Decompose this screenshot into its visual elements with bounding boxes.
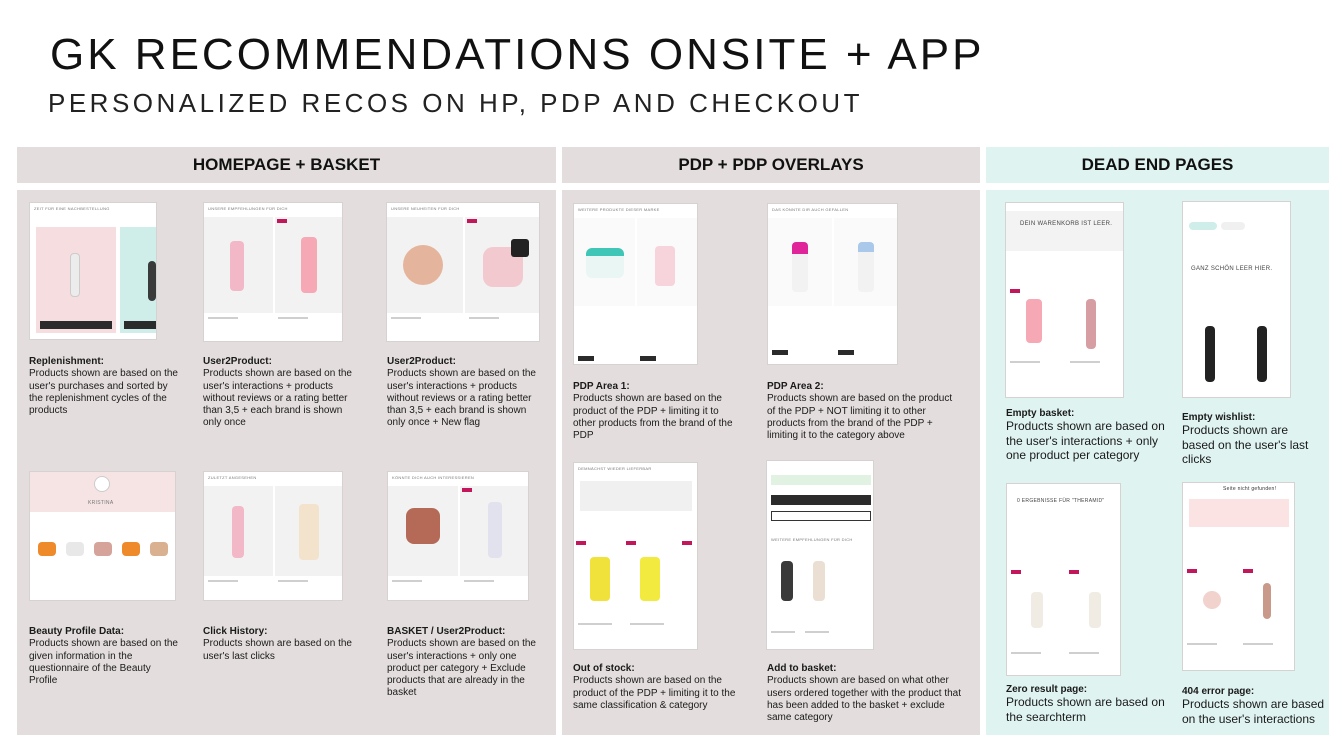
out-of-stock-screenshot: DEMNÄCHST WIEDER LIEFERBAR [573,462,698,650]
add-to-basket-description: Add to basket: Products shown are based on what other users ordered together with the product that has been added to the basket + exclude same category [767,663,962,724]
spray-bottle-image [1026,299,1042,343]
continue-shopping-button[interactable] [771,511,871,521]
column-header-dead-end: DEAD END PAGES [986,147,1329,183]
empty-wishlist-description: Empty wishlist: Products shown are based on the user's last clicks [1182,412,1309,466]
zero-result-description: Zero result page: Products shown are based on the searchterm [1006,684,1165,724]
product-tile [275,217,343,313]
basket-screenshot: KÖNNTE DICH AUCH INTERESSIEREN [387,471,529,601]
product-tile [465,217,540,313]
column-header-pdp: PDP + PDP OVERLAYS [562,147,980,183]
spray-bottle-image [301,237,317,293]
go-to-basket-button[interactable] [771,495,871,505]
error-404-description: 404 error page: Products shown are based on the user's interactions [1182,686,1325,726]
cream-jar-image [586,248,624,278]
bottle-image [655,246,675,286]
foundation-bottle-image [299,504,319,560]
user2product-new-screenshot: UNSERE NEUHEITEN FÜR DICH [386,202,540,342]
out-of-stock-description: Out of stock: Products shown are based on the product of the PDP + limiting it to the same classification & category [573,663,736,711]
page-subtitle: PERSONALIZED RECOS ON HP, PDP AND CHECKOUT [48,88,863,118]
perfume-bottle-image [406,508,440,544]
serum-bottle-image [640,557,660,601]
product-tile [834,218,898,306]
beauty-profile-description: Beauty Profile Data: Products shown are based on the given information in the questionnaire of the Beauty Profile [29,626,178,687]
mascara-image [1257,326,1267,382]
pump-bottle-image [792,242,808,292]
serum-bottle-image [590,557,610,601]
pdp-area1-description: PDP Area 1: Products shown are based on the product of the PDP + limiting it to other products from the brand of the PDP [573,381,733,442]
click-history-description: Click History: Products shown are based on the user's last clicks [203,626,352,662]
product-tile [204,486,273,576]
product-tile [36,227,116,333]
reorder-button[interactable] [124,321,157,329]
column-header-homepage-basket: HOMEPAGE + BASKET [17,147,556,183]
product-tile [460,486,529,576]
basket-description: BASKET / User2Product: Products shown are based on the user's interactions + only one product per category + Exclude products that are already in the basket [387,626,536,699]
powder-compact-image [403,245,443,285]
tab-products[interactable] [1189,222,1217,230]
foundation-image [148,261,156,301]
product-tile [275,486,343,576]
user2product-screenshot: UNSERE EMPFEHLUNGEN FÜR DICH [203,202,343,342]
zero-result-screenshot: 0 ERGEBNISSE FÜR "THERAMID" [1006,483,1121,676]
page-title: GK RECOMMENDATIONS ONSITE + APP [50,30,985,79]
add-to-basket-screenshot: WEITERE EMPFEHLUNGEN FÜR DICH [766,460,874,650]
empty-wishlist-screenshot: GANZ SCHÖN LEER HIER. [1182,201,1291,398]
empty-basket-description: Empty basket: Products shown are based on the user's interactions + only one product per category [1006,408,1165,462]
click-history-screenshot: ZULETZT ANGESEHEN [203,471,343,601]
avatar [94,476,110,492]
tab-creator[interactable] [1221,222,1245,230]
pdp-area2-screenshot: DAS KÖNNTE DIR AUCH GEFALLEN [767,203,898,365]
error-notice [1189,499,1289,527]
mascara-image [1205,326,1215,382]
empty-basket-screenshot: DEIN WARENKORB IST LEER. [1005,202,1124,398]
product-tile [768,218,832,306]
user2product-description: User2Product: Products shown are based on the user's interactions + products without reviews or a rating better than 3,5 + each brand is shown only once [203,356,352,429]
pump-bottle-image [858,242,874,292]
replenishment-description: Replenishment: Products shown are based on the user's purchases and sorted by the replenishment cycles of the products [29,356,178,417]
cream-tube-image [70,253,80,297]
replenishment-screenshot: ZEIT FÜR EINE NACHBESTELLUNG [29,202,157,340]
mascara-image [1086,299,1096,349]
error-404-screenshot: Seite nicht gefunden! [1182,482,1295,671]
tube-image [488,502,502,558]
lip-gloss-image [230,241,244,291]
user2product-new-description: User2Product: Products shown are based on the user's interactions + products without reviews or a rating better than 3,5 + each brand is shown only once + New flag [387,356,536,429]
product-tile [120,227,157,333]
product-tile [637,218,698,306]
product-tile [388,486,458,576]
out-of-stock-notice [580,481,692,511]
pdp-area2-description: PDP Area 2: Products shown are based on the product of the PDP + NOT limiting it to other products from the brand of the PDP + limiting it to the category above [767,381,953,442]
reorder-button[interactable] [40,321,112,329]
product-tile [574,218,635,306]
lip-gloss-image [232,506,244,558]
pdp-area1-screenshot: WEITERE PRODUKTE DIESER MARKE [573,203,698,365]
beauty-profile-screenshot: KRISTINA [29,471,176,601]
product-tile [387,217,463,313]
product-tile [204,217,273,313]
